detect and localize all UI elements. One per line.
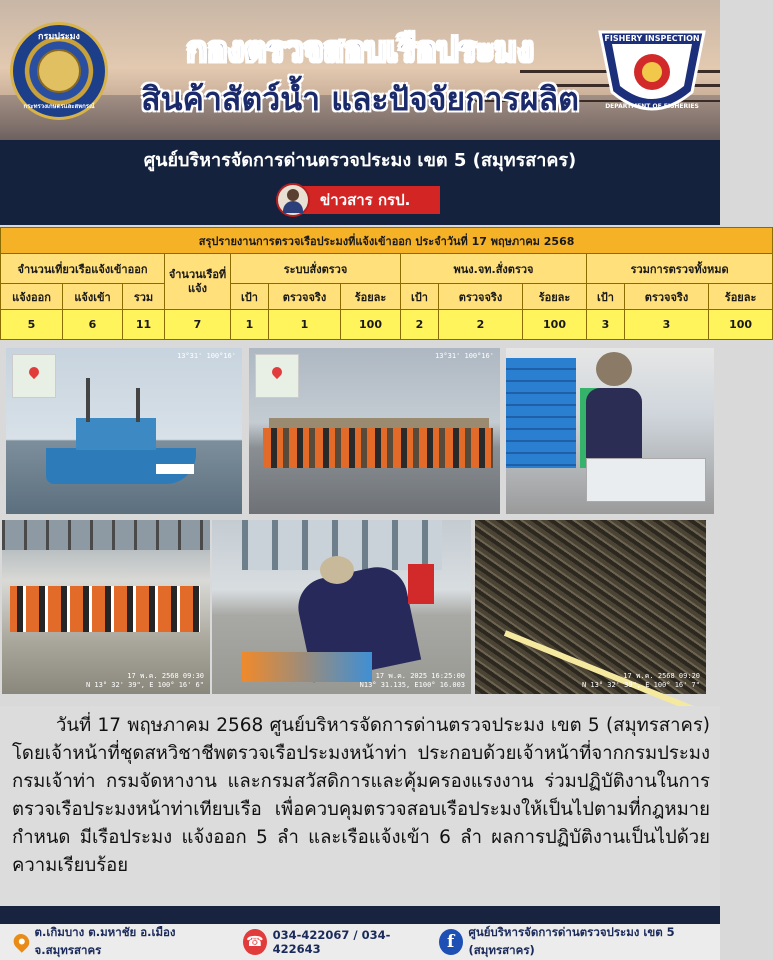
footer-divider [0, 906, 720, 924]
crew-member [408, 564, 434, 604]
officer-hat [596, 352, 632, 386]
logo-subtext: กระทรวงเกษตรและสหกรณ์ [23, 103, 95, 110]
value-system-actual: 1 [269, 310, 341, 340]
photo-timestamp: 17 พ.ค. 2025 16:25:00 [375, 672, 465, 680]
subheader-actual: ตรวจจริง [439, 284, 523, 310]
header-banner [0, 0, 720, 225]
document-table [586, 458, 706, 502]
officer-avatar-icon [276, 183, 310, 217]
photo-coords: 13°31' 100°16' [434, 352, 494, 360]
map-thumbnail-icon [255, 354, 299, 398]
photo-crew-lineup [249, 348, 500, 514]
document-folders [242, 652, 372, 682]
value-in: 6 [63, 310, 123, 340]
subheader-in: แจ้งเข้า [63, 284, 123, 310]
photo-gps: N 13° 32' 39", E 100° 16' 7" [581, 681, 700, 689]
boat-mast [86, 378, 90, 422]
value-officer-actual: 2 [439, 310, 523, 340]
summary-title: สรุปรายงานการตรวจเรือประมงที่แจ้งเข้าออก ประจำวันที่ 17 พฤษภาคม 2568 [1, 228, 773, 254]
facebook-icon: f [439, 929, 463, 955]
crew-group [263, 428, 493, 468]
photo-gps: N13° 31.135, E100° 16.003 [359, 681, 465, 689]
subheader-percent: ร้อยละ [341, 284, 401, 310]
value-boats: 7 [165, 310, 231, 340]
news-badge [276, 183, 446, 217]
boat-cabin [76, 418, 156, 450]
photo-timestamp: 17 พ.ค. 2568 09:20 [623, 672, 700, 680]
value-system-target: 1 [231, 310, 269, 340]
department-of-fisheries-logo [10, 22, 108, 120]
value-system-percent: 100 [341, 310, 401, 340]
logo-text: กรมประมง [38, 32, 80, 42]
report-body [0, 706, 720, 906]
value-officer-target: 2 [401, 310, 439, 340]
value-out: 5 [1, 310, 63, 340]
photo-stamp [582, 672, 700, 690]
subheader-target: เป้า [587, 284, 625, 310]
phone-text[interactable]: 034-422067 / 034-422643 [272, 928, 391, 956]
fishery-inspection-shield-icon [596, 22, 708, 122]
location-pin-icon [10, 931, 32, 953]
photo-officer-checking-paperwork [212, 520, 471, 694]
subheader-actual: ตรวจจริง [269, 284, 341, 310]
main-title: กองตรวจสอบเรือประมง [186, 30, 534, 70]
photo-crew-under-shelter [2, 520, 210, 694]
photo-timestamp: 17 พ.ค. 2568 09:30 [127, 672, 204, 680]
value-total-percent: 100 [709, 310, 773, 340]
logo-right-bottom-text: DEPARTMENT OF FISHERIES [605, 103, 699, 110]
shelter-roof [2, 520, 210, 550]
header-system-inspection: ระบบสั่งตรวจ [231, 254, 401, 284]
boat-mast [136, 388, 140, 422]
photo-gps: N 13° 32' 39", E 100° 16' 6" [85, 681, 204, 689]
footer-facebook[interactable] [423, 924, 720, 960]
photo-stamp [86, 672, 204, 690]
footer [0, 924, 720, 960]
value-total-target: 3 [587, 310, 625, 340]
subtitle: ศูนย์บริหารจัดการด่านตรวจประมง เขต 5 (สมุทรสาคร) [143, 150, 577, 171]
photo-officer-inspecting-documents [506, 348, 714, 514]
main-title-line2: สินค้าสัตว์น้ำ และปัจจัยการผลิต [141, 80, 579, 118]
subheader-percent: ร้อยละ [709, 284, 773, 310]
map-thumbnail-icon [12, 354, 56, 398]
facebook-text[interactable]: ศูนย์บริหารจัดการด่านตรวจประมง เขต 5 (สมุทรสาคร) [468, 925, 675, 957]
photo-fishing-net-measurement [475, 520, 706, 694]
footer-phone[interactable] [227, 928, 423, 956]
crate-stack [506, 358, 576, 468]
subheader-actual: ตรวจจริง [625, 284, 709, 310]
subheader-percent: ร้อยละ [523, 284, 587, 310]
value-total-actual: 3 [625, 310, 709, 340]
subheader-target: เป้า [401, 284, 439, 310]
subheader-sum: รวม [123, 284, 165, 310]
news-label: ข่าวสาร กรป. [300, 186, 440, 214]
logo-right-top-text: FISHERY INSPECTION [604, 34, 700, 43]
photo-fishing-boat [6, 348, 242, 514]
report-paragraph: วันที่ 17 พฤษภาคม 2568 ศูนย์บริหารจัดการด่านตรวจประมง เขต 5 (สมุทรสาคร) โดยเจ้าหน้าที่ชุดสหวิชาชีพตรวจเรือประมงหน้าท่า ประกอบด้วยเจ้าหน้าที่จากกรมประมง กรมเจ้าท่า กรมจัดหางาน และกรมสวัสดิการและคุ้มครองแรงงาน ร่วมปฏิบัติงานในการตรวจเรือประมงหน้าท่าเทียบเรือ เพื่อควบคุมตรวจสอบเรือประมงให้เป็นไปตามที่กฎหมายกำหนด มีเรือประมง แจ้งออก 5 ลำ และเรือแจ้งเข้า 6 ลำ ผลการปฏิบัติงานเป็นไปด้วยความเรียบร้อย [12, 715, 710, 876]
subheader-out: แจ้งออก [1, 284, 63, 310]
header-trips: จำนวนเที่ยวเรือแจ้งเข้าออก [1, 254, 165, 284]
address-text: ต.เกิมบาง ต.มหาชัย อ.เมือง จ.สมุทรสาคร [34, 925, 176, 957]
crew-group [10, 586, 200, 632]
value-sum: 11 [123, 310, 165, 340]
header-officer-inspection: พนง.จท.สั่งตรวจ [401, 254, 587, 284]
value-officer-percent: 100 [523, 310, 587, 340]
photo-coords: 13°31' 100°16' [176, 352, 236, 360]
boat-registration-plate [156, 464, 194, 474]
header-boats: จำนวนเรือที่แจ้ง [165, 254, 231, 310]
phone-icon: ☎ [243, 929, 267, 955]
emblem-icon [37, 49, 81, 93]
footer-address [0, 924, 227, 960]
officer-hat [320, 556, 354, 584]
header-total-inspection: รวมการตรวจทั้งหมด [587, 254, 773, 284]
summary-table [0, 227, 757, 340]
photo-stamp [360, 672, 465, 690]
subheader-target: เป้า [231, 284, 269, 310]
